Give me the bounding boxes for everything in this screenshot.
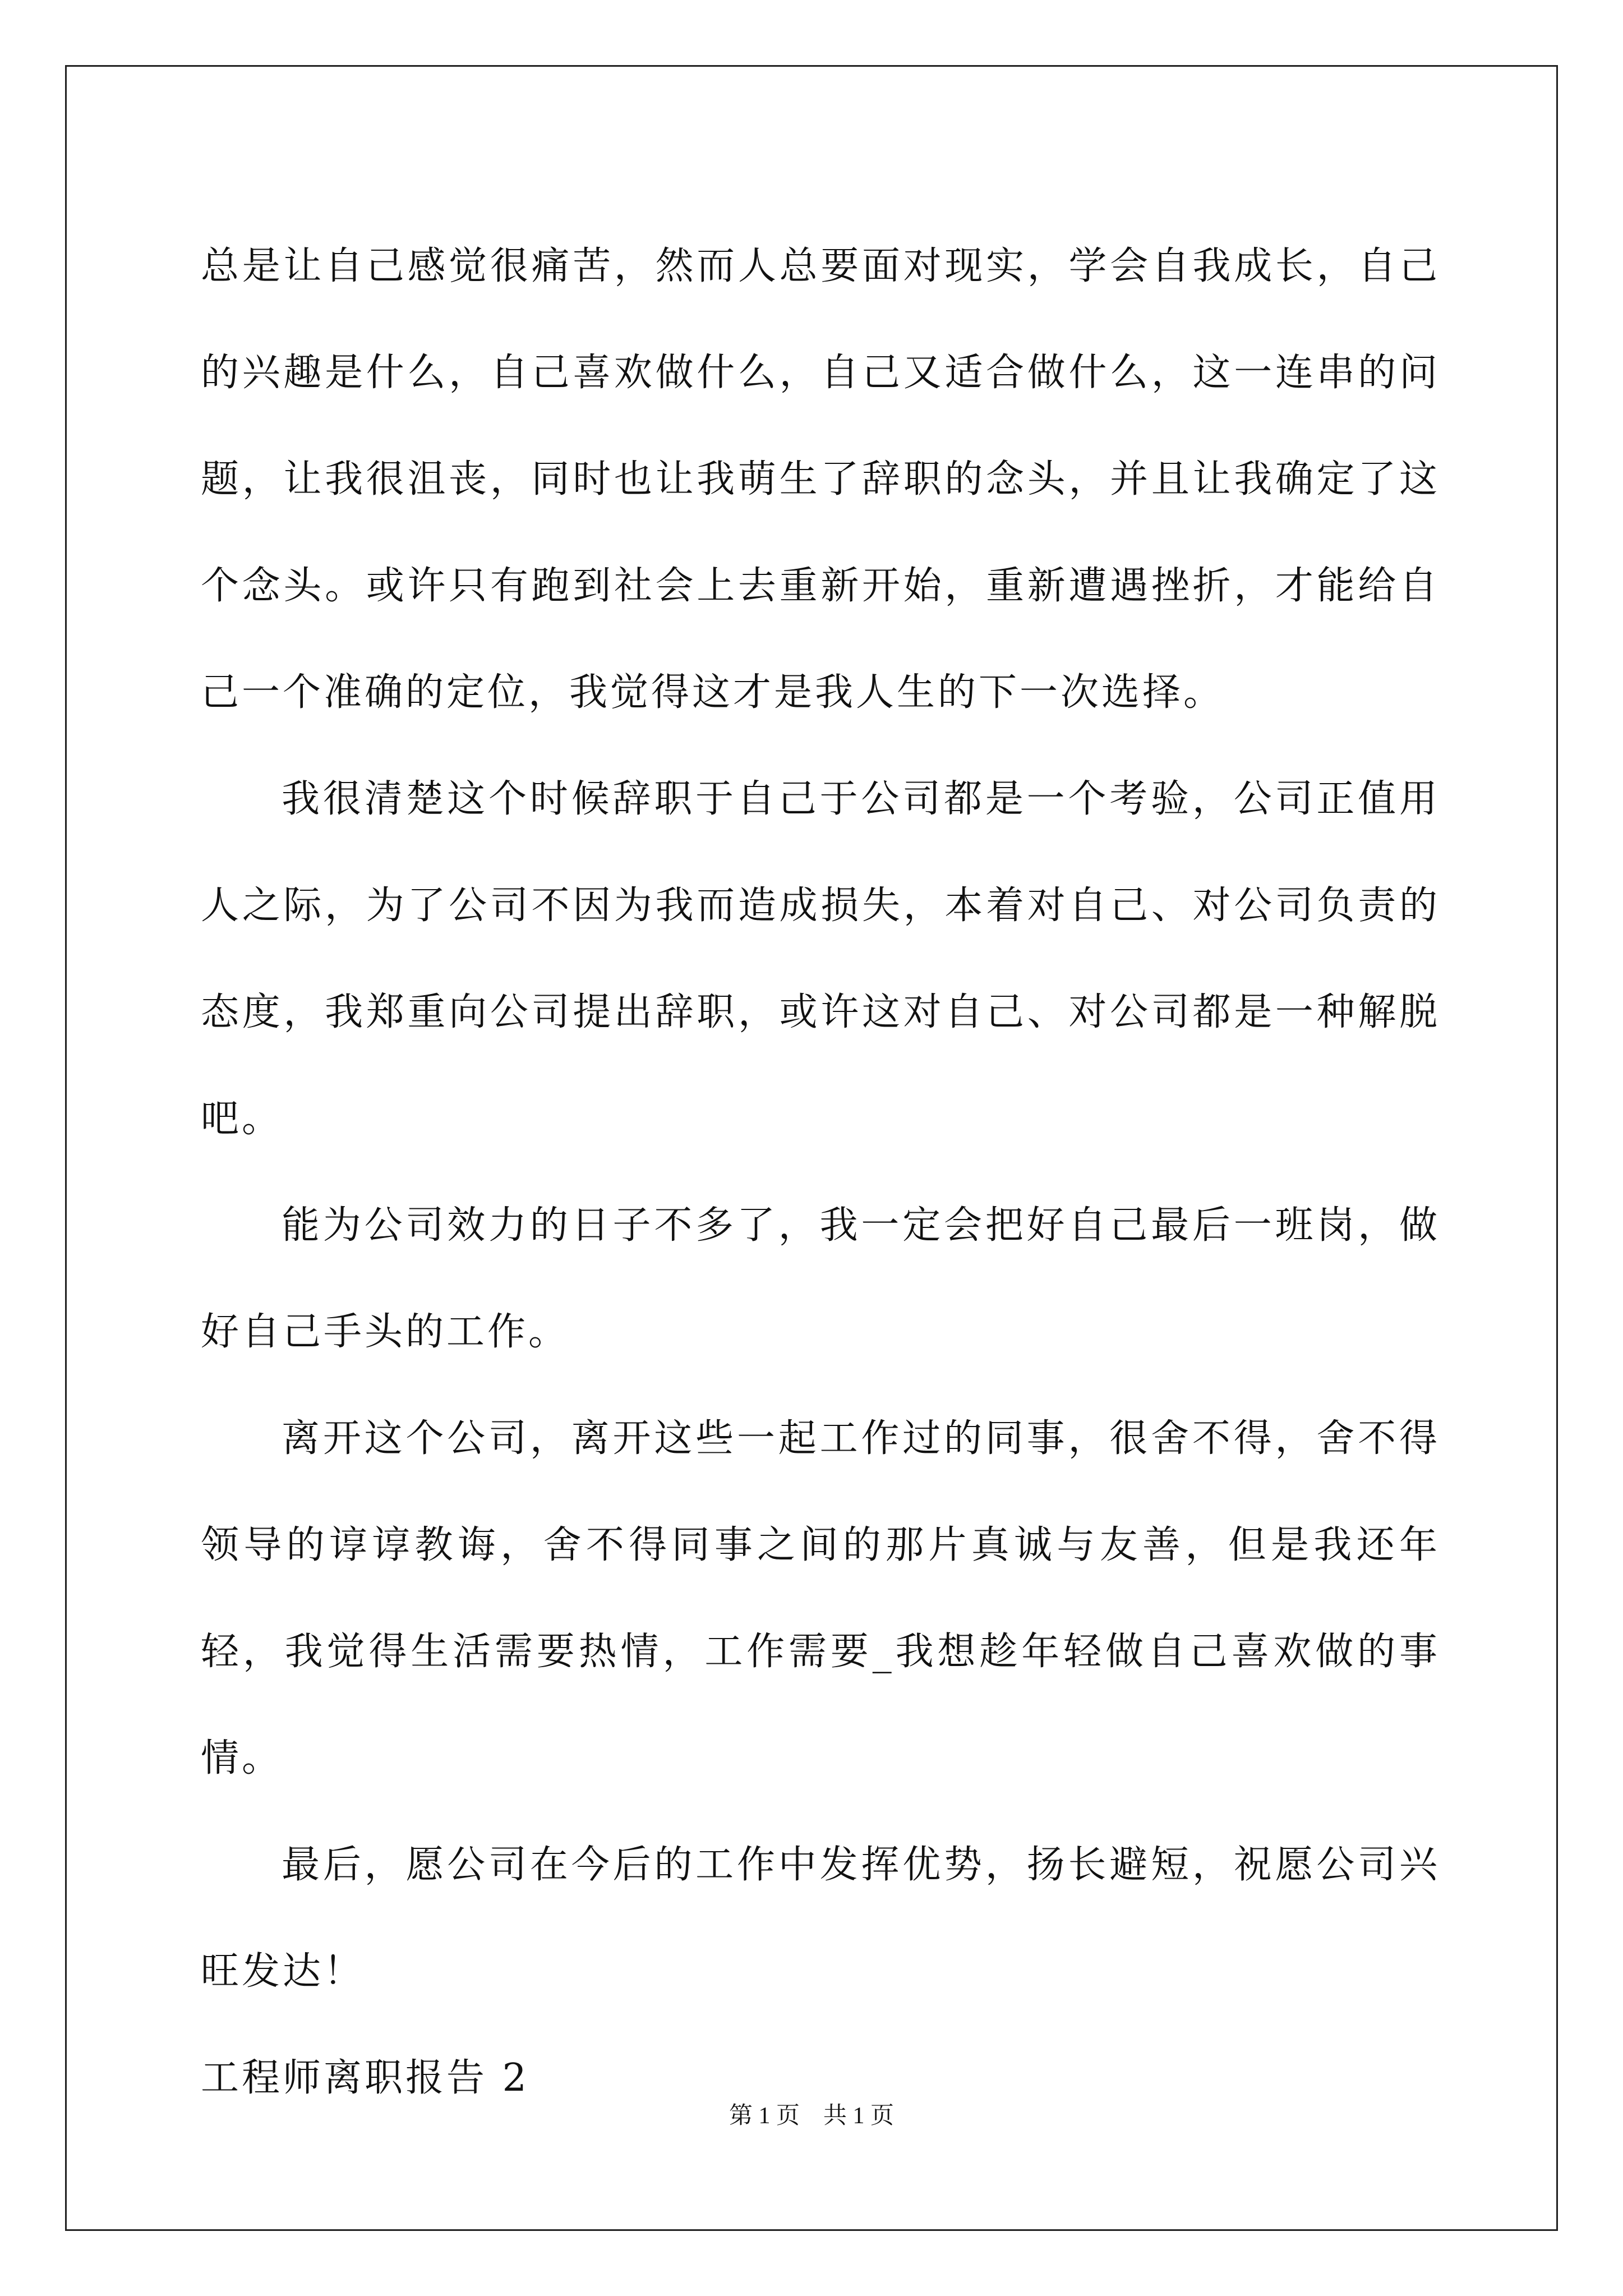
paragraph-2: 我很清楚这个时候辞职于自己于公司都是一个考验，公司正值用人之际，为了公司不因为我而造成损失，本着对自己、对公司负责的态度，我郑重向公司提出辞职，或许这对自己、对公司都是一种解脱吧。: [201, 777, 1440, 1141]
page-footer: 第 1 页 共 1 页: [728, 2103, 894, 2129]
paragraph-3: 能为公司效力的日子不多了，我一定会把好自己最后一班岗，做好自己手头的工作。: [201, 1203, 1440, 1354]
document-body: [201, 213, 1440, 2132]
paragraph-1: 总是让自己感觉很痛苦，然而人总要面对现实，学会自我成长，自己的兴趣是什么，自己喜欢做什么，自己又适合做什么，这一连串的问题，让我很沮丧，同时也让我萌生了辞职的念头，并且让我确定了这个念头。或许只有跑到社会上去重新开始，重新遭遇挫折，才能给自己一个准确的定位，我觉得这才是我人生的下一次选择。: [201, 244, 1440, 715]
paragraph-5: 最后，愿公司在今后的工作中发挥优势，扬长避短，祝愿公司兴旺发达！: [201, 1843, 1440, 1994]
section-title: 工程师离职报告 2: [201, 2056, 529, 2100]
paragraph-4: 离开这个公司，离开这些一起工作过的同事，很舍不得，舍不得领导的谆谆教诲，舍不得同事之间的那片真诚与友善，但是我还年轻，我觉得生活需要热情，工作需要_我想趁年轻做自己喜欢做的事情。: [201, 1416, 1440, 1780]
